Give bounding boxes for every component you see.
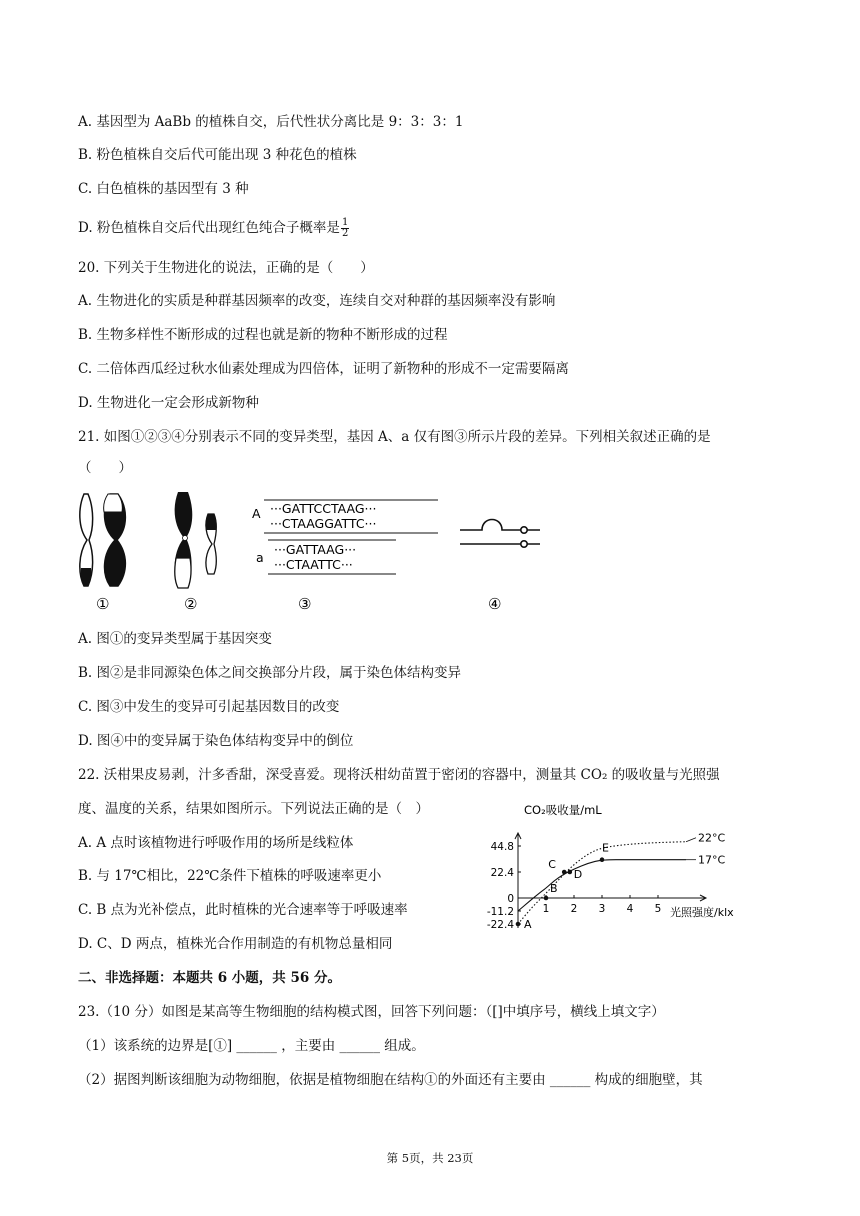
q23-stem: 23.（10 分）如图是某高等生物细胞的结构模式图，回答下列问题：（[]中填序号，横线上填文字） — [78, 1004, 665, 1020]
y-tick-label: 44.8 — [490, 841, 514, 853]
x-tick-label: 2 — [570, 903, 578, 915]
figure-label-2: ② — [184, 595, 198, 613]
x-axis-label: 光照强度/klx — [670, 906, 734, 919]
q21-option-b: B. 图②是非同源染色体之间交换部分片段，属于染色体结构变异 — [78, 665, 462, 681]
q21-option-d: D. 图④中的变异属于染色体结构变异中的倒位 — [78, 733, 354, 749]
data-point — [568, 870, 573, 875]
page-footer: 第 5页，共 23页 — [386, 1151, 474, 1165]
q22-stem-line2: 度、温度的关系，结果如图所示。下列说法正确的是（ ） — [78, 801, 429, 817]
q19-option-b: B. 粉色植株自交后代可能出现 3 种花色的植株 — [78, 147, 357, 163]
data-point — [516, 922, 521, 927]
co2-light-chart — [476, 798, 776, 946]
q20-option-c: C. 二倍体西瓜经过秋水仙素处理成为四倍体，证明了新物种的形成不一定需要隔离 — [78, 361, 569, 377]
point-label: B — [550, 882, 558, 895]
q21-option-a: A. 图①的变异类型属于基因突变 — [78, 631, 272, 647]
x-tick-label: 1 — [542, 903, 550, 915]
series-label: 17°C — [698, 853, 726, 867]
series-leader-line — [686, 838, 696, 842]
chromosome-pair-1 — [80, 494, 126, 586]
fraction-numerator: 1 — [341, 217, 349, 228]
q21-option-c: C. 图③中发生的变异可引起基因数目的改变 — [78, 699, 340, 715]
q21-figure — [70, 488, 560, 618]
data-point — [544, 896, 549, 901]
q19-option-a: A. 基因型为 AaBb 的植株自交，后代性状分离比是 9：3：3：1 — [78, 114, 464, 130]
point-label: C — [548, 858, 556, 871]
gene-a-bottom-strand: ···CTAATTC··· — [274, 557, 353, 572]
q22-option-d: D. C、D 两点，植株光合作用制造的有机物总量相同 — [78, 936, 393, 952]
gene-A-top-strand: ···GATTCCTAAG··· — [270, 501, 377, 516]
figure-label-1: ① — [96, 595, 110, 613]
fraction-denominator: 2 — [341, 228, 349, 239]
y-axis-label: CO₂吸收量/mL — [524, 803, 602, 817]
q20-option-b: B. 生物多样性不断形成的过程也就是新的物种不断形成的过程 — [78, 327, 448, 343]
q19-option-c: C. 白色植株的基因型有 3 种 — [78, 181, 249, 197]
gene-A-bottom-strand: ···CTAAGGATTC··· — [270, 516, 377, 531]
x-tick-label: 4 — [626, 903, 634, 915]
gene-a-top-strand: ···GATTAAG··· — [274, 542, 357, 557]
gene-a-label: a — [256, 550, 264, 565]
q20-option-d: D. 生物进化一定会形成新物种 — [78, 395, 259, 411]
data-point — [562, 870, 567, 875]
figure-label-4: ④ — [488, 595, 502, 613]
q22-option-a: A. A 点时该植物进行呼吸作用的场所是线粒体 — [78, 835, 354, 851]
q19-option-d-text: D. 粉色植株自交后代出现红色纯合子概率是 — [78, 220, 340, 236]
chromosome-pair-2 — [175, 492, 217, 588]
dna-segments — [252, 500, 438, 574]
q21-stem-paren: （ ） — [78, 460, 132, 476]
q20-option-a: A. 生物进化的实质是种群基因频率的改变，连续自交对种群的基因频率没有影响 — [78, 293, 556, 309]
gene-A-label: A — [252, 506, 261, 521]
q22-option-c: C. B 点为光补偿点，此时植株的光合速率等于呼吸速率 — [78, 902, 408, 918]
data-point — [600, 857, 605, 862]
q23-part-2: （2）据图判断该细胞为动物细胞，依据是植物细胞在结构①的外面还有主要由 ______ 构成的细胞壁，其 — [78, 1072, 703, 1088]
figure-label-3: ③ — [298, 595, 312, 613]
q22-stem: 22. 沃柑果皮易剥，汁多香甜，深受喜爱。现将沃柑幼苗置于密闭的容器中，测量其 CO₂ 的吸收量与光照强 — [78, 767, 720, 783]
q20-stem: 20. 下列关于生物进化的说法，正确的是（ ） — [78, 260, 374, 276]
y-tick-label: 22.4 — [490, 867, 514, 879]
point-label: E — [602, 841, 609, 855]
fraction — [341, 218, 349, 239]
q23-part-1: （1）该系统的边界是[①] ______ ，主要由 ______ 组成。 — [78, 1038, 425, 1054]
q19-option-d — [78, 218, 349, 239]
y-tick-label: -22.4 — [486, 919, 514, 931]
point-label: A — [524, 918, 532, 931]
q21-stem: 21. 如图①②③④分别表示不同的变异类型，基因 A、a 仅有图③所示片段的差异。下列相关叙述正确的是 — [78, 429, 711, 445]
q22-option-b: B. 与 17℃相比，22℃条件下植株的呼吸速率更小 — [78, 868, 382, 884]
x-tick-label: 3 — [598, 903, 606, 915]
y-tick-label: 0 — [507, 893, 514, 905]
chromosome-loop-diagram — [460, 520, 540, 548]
series-label: 22°C — [698, 831, 726, 845]
point-label: D — [573, 868, 583, 881]
section-title: 二、非选择题：本题共 6 小题，共 56 分。 — [78, 970, 341, 986]
x-tick-label: 5 — [654, 903, 662, 915]
y-tick-label: -11.2 — [486, 906, 514, 918]
